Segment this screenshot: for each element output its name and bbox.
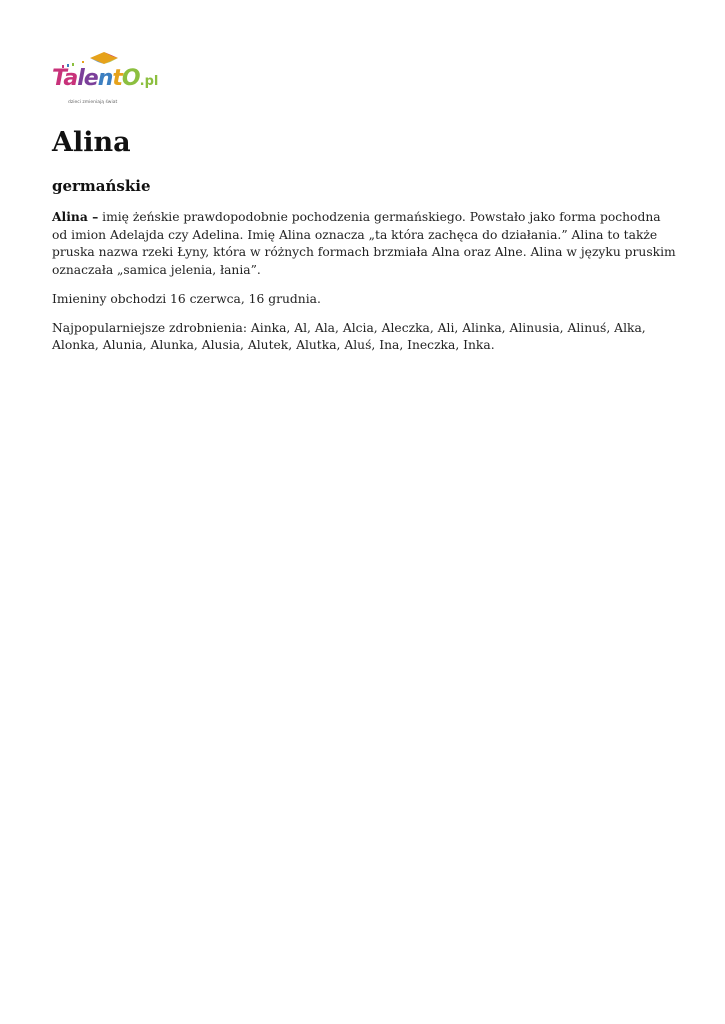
logo-tld: .pl: [139, 74, 159, 89]
page-title: Alina: [52, 127, 131, 158]
name-origin-heading: germańskie: [52, 177, 151, 195]
description-paragraph: [52, 208, 677, 280]
document-page: [52, 52, 677, 366]
description-text: imię żeńskie prawdopodobnie pochodzenia germańskiego. Powstało jako forma pochodna od imion Adelajda czy Adelina. Imię Alina oznacza „ta która zachęca do działania.” Alina to także pruska nazwa rzeki Łyny, która w różnych formach brzmiała Alna oraz Alne. Alina w języku pruskim oznaczała „samica jelenia, łania”.: [52, 210, 676, 278]
name-lead: Alina –: [52, 209, 99, 224]
logo-wordmark: TalentO.pl: [52, 66, 159, 91]
diminutives-paragraph: Najpopularniejsze zdrobnienia: Ainka, Al, Ala, Alcia, Aleczka, Ali, Alinka, Alinusia, Alinuś, Alka, Alonka, Alunia, Alunka, Alusia, Alutek, Alutka, Aluś, Ina, Ineczka, Inka.: [52, 320, 646, 353]
brand-logo[interactable]: [52, 52, 159, 110]
logo-tagline: dzieci zmieniają świat: [68, 100, 118, 105]
name-day-paragraph: Imieniny obchodzi 16 czerwca, 16 grudnia.: [52, 291, 321, 306]
